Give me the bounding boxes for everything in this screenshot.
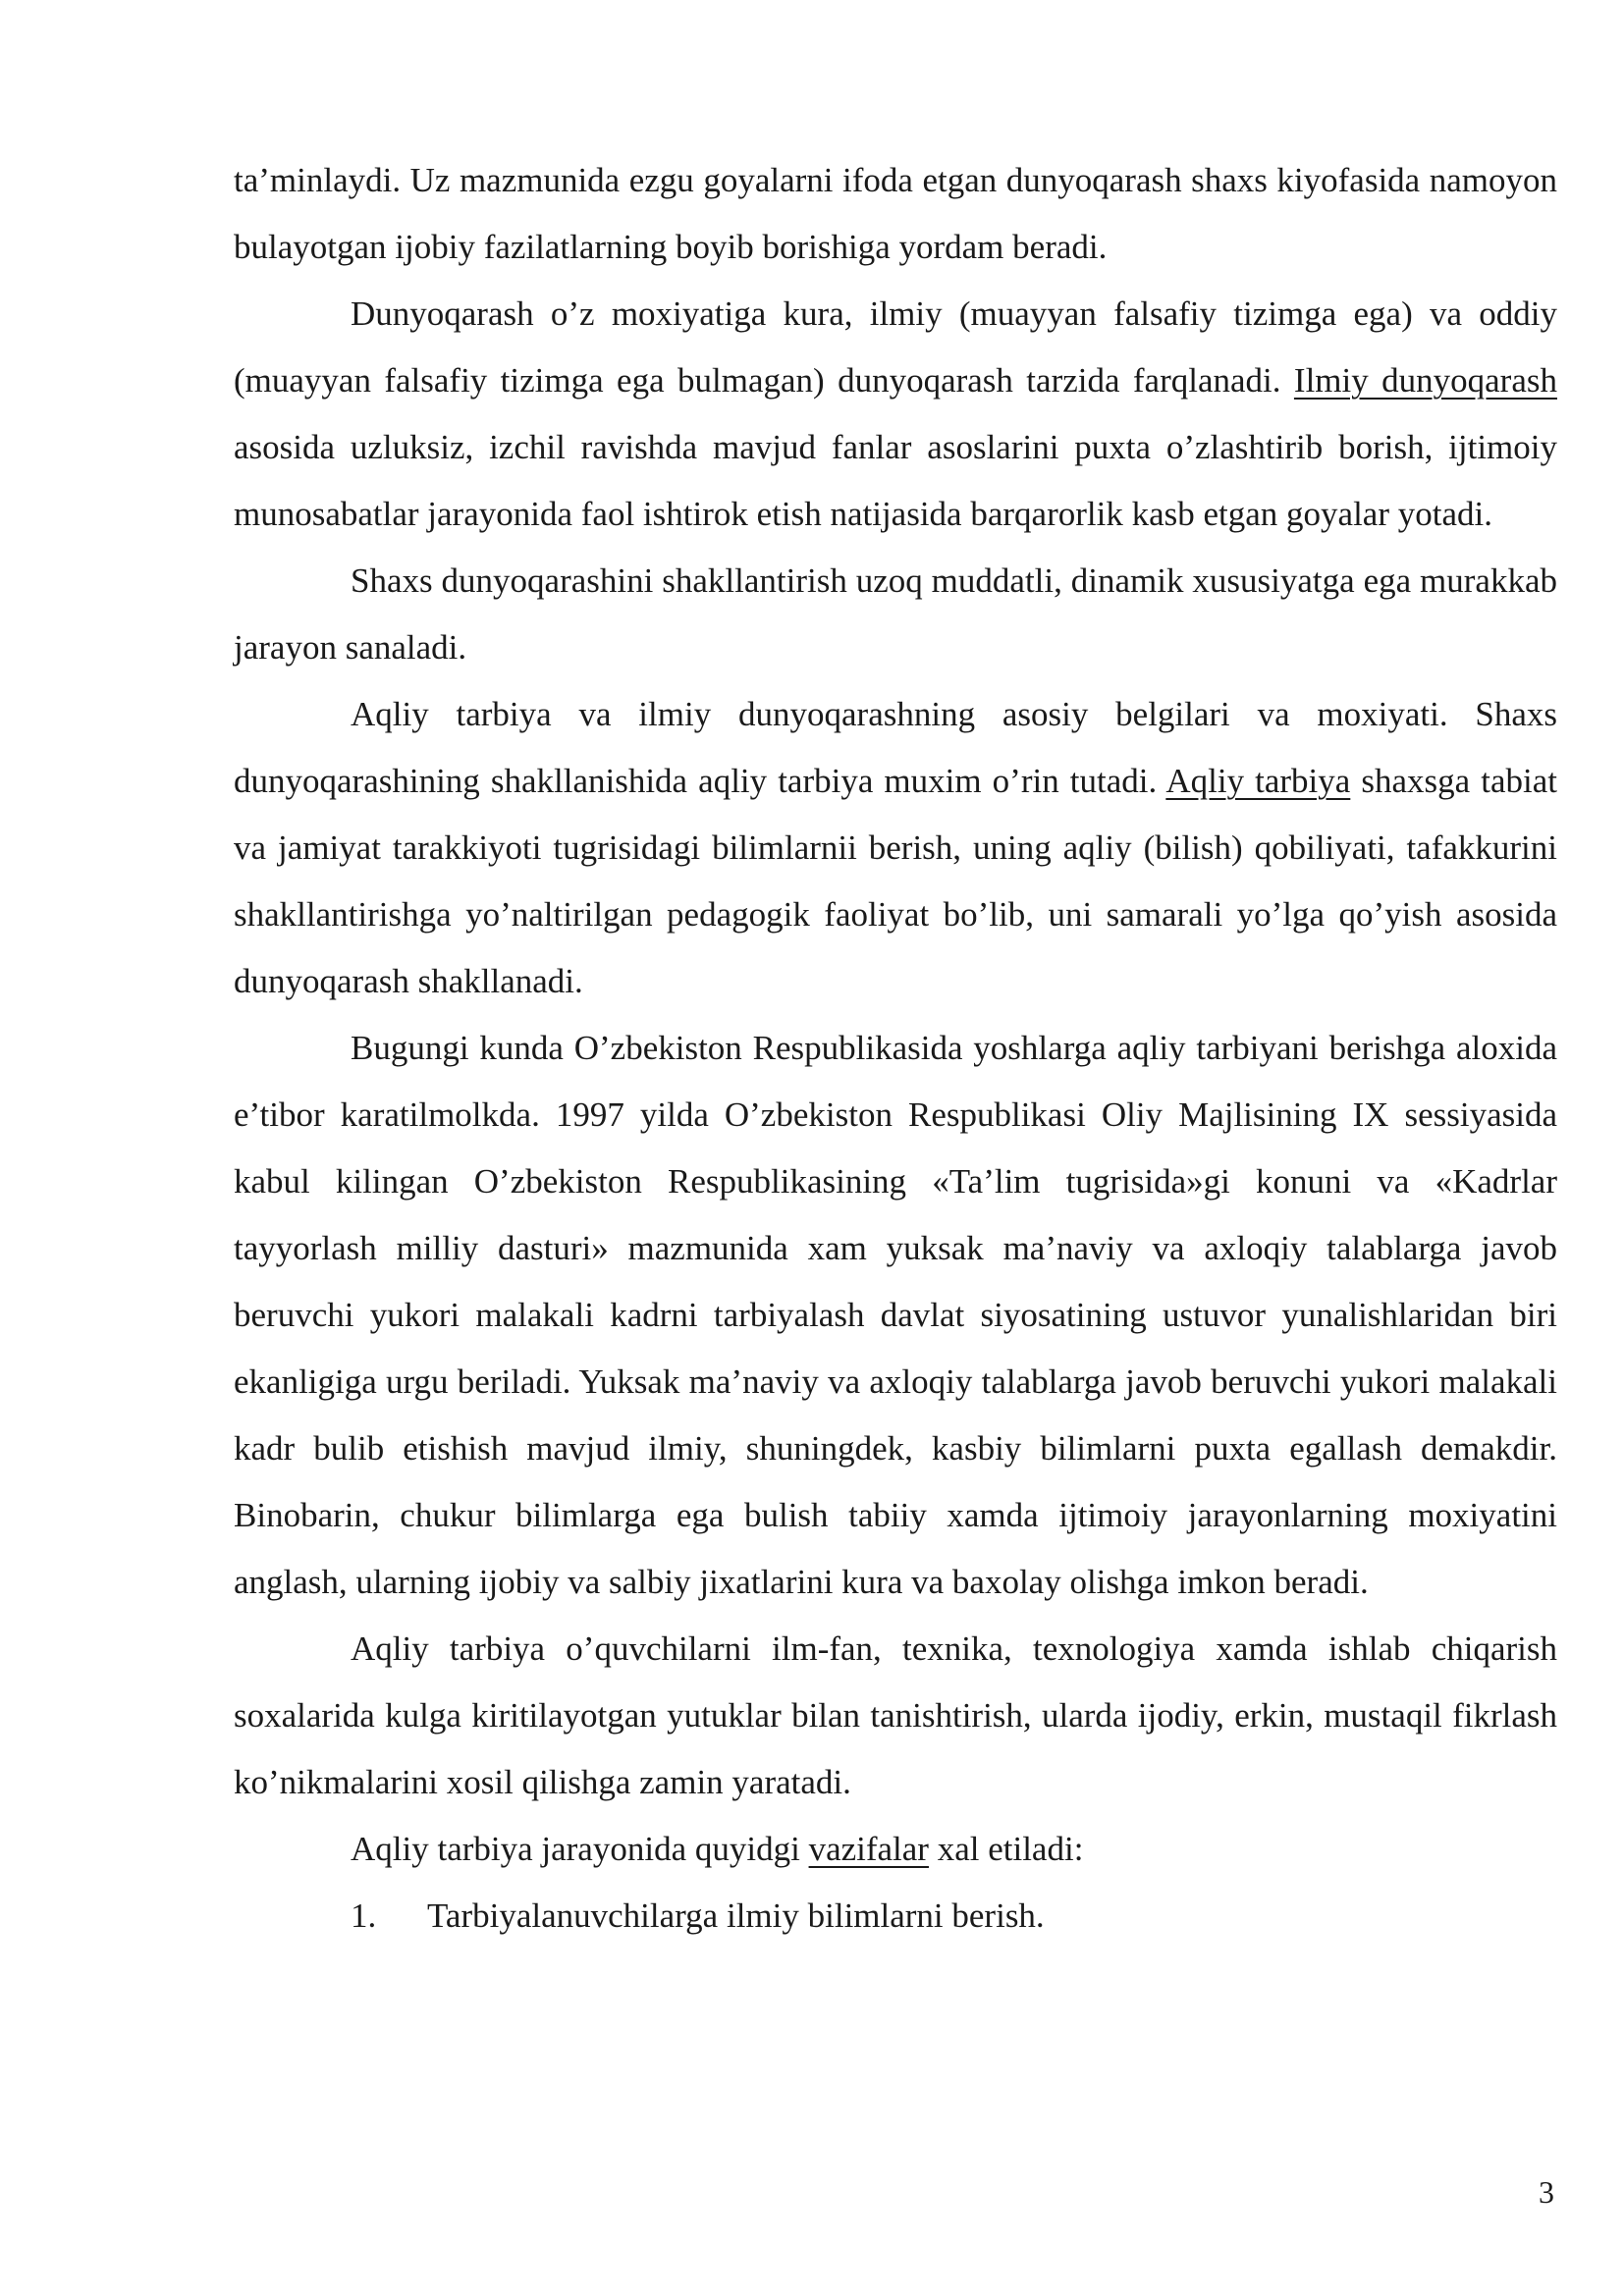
underlined-term: vazifalar: [808, 1830, 929, 1868]
paragraph-text: Aqliy tarbiya jarayonida quyidgi: [351, 1830, 809, 1868]
list-number: 1.: [351, 1896, 377, 1935]
underlined-term: Aqliy tarbiya: [1165, 762, 1351, 800]
paragraph: [234, 1816, 1557, 1883]
document-body: [234, 147, 1557, 1949]
page-number: 3: [1539, 2174, 1554, 2210]
paragraph-text: Aqliy tarbiya va ilmiy dunyoqarashning asosiy belgilari va moxiyati. Shaxs dunyoqarashining shakllanishida aqliy tarbiya muxim o’rin tutadi.: [234, 695, 1557, 800]
paragraph-text: Shaxs dunyoqarashini shakllantirish uzoq muddatli, dinamik xususiyatga ega murakkab jarayon sanaladi.: [234, 561, 1557, 667]
paragraph: [234, 548, 1557, 681]
paragraph: [234, 681, 1557, 1015]
list-item-text: Tarbiyalanuvchilarga ilmiy bilimlarni berish.: [427, 1896, 1045, 1935]
paragraph-text: Bugungi kunda O’zbekiston Respublikasida yoshlarga aqliy tarbiyani berishga aloxida e’tibor karatilmolkda. 1997 yilda O’zbekiston Respublikasi Oliy Majlisining IX sessiyasida kabul kilingan O’zbekiston Respublikasining «Ta’lim tugrisida»gi konuni va «Kadrlar tayyorlash milliy dasturi» mazmunida xam yuksak ma’naviy va axloqiy talablarga javob beruvchi yukori malakali kadrni tarbiyalash davlat siyosatining ustuvor yunalishlaridan biri ekanligiga urgu beriladi. Yuksak ma’naviy va axloqiy talablarga javob beruvchi yukori malakali kadr bulib etishish mavjud ilmiy, shuningdek, kasbiy bilimlarni puxta egallash demakdir. Binobarin, chukur bilimlarga ega bulish tabiiy xamda ijtimoiy jarayonlarning moxiyatini anglash, ularning ijobiy va salbiy jixatlarini kura va baxolay olishga imkon beradi.: [234, 1029, 1557, 1601]
paragraph-text: xal etiladi:: [928, 1830, 1084, 1868]
list-item: [234, 1883, 1557, 1949]
paragraph: [234, 281, 1557, 548]
paragraph: [234, 1015, 1557, 1616]
paragraph-text: Aqliy tarbiya o’quvchilarni ilm-fan, texnika, texnologiya xamda ishlab chiqarish soxalarida kulga kiritilayotgan yutuklar bilan tanishtirish, ularda ijodiy, erkin, mustaqil fikrlash ko’nikmalarini xosil qilishga zamin yaratadi.: [234, 1629, 1557, 1801]
underlined-term: Ilmiy dunyoqarash: [1293, 361, 1557, 400]
paragraph-text: Dunyoqarash o’z moxiyatiga kura, ilmiy (muayyan falsafiy tizimga ega) va oddiy (muayyan falsafiy tizimga ega bulmagan) dunyoqarash tarzida farqlanadi.: [234, 294, 1557, 400]
paragraph: [234, 1616, 1557, 1816]
paragraph: [234, 147, 1557, 281]
paragraph-text: shaxsga tabiat va jamiyat tarakkiyoti tugrisidagi bilimlarnii berish, uning aqliy (bilish) qobiliyati, tafakkurini shakllantirishga yo’naltirilgan pedagogik faoliyat bo’lib, uni samarali yo’lga qo’yish asosida dunyoqarash shakllanadi.: [234, 762, 1557, 1000]
paragraph-text: asosida uzluksiz, izchil ravishda mavjud fanlar asoslarini puxta o’zlashtirib borish, ijtimoiy munosabatlar jarayonida faol ishtirok etish natijasida barqarorlik kasb etgan goyalar yotadi.: [234, 428, 1557, 533]
paragraph-text: ta’minlaydi. Uz mazmunida ezgu goyalarni ifoda etgan dunyoqarash shaxs kiyofasida namoyon bulayotgan ijobiy fazilatlarning boyib borishiga yordam beradi.: [234, 161, 1557, 266]
